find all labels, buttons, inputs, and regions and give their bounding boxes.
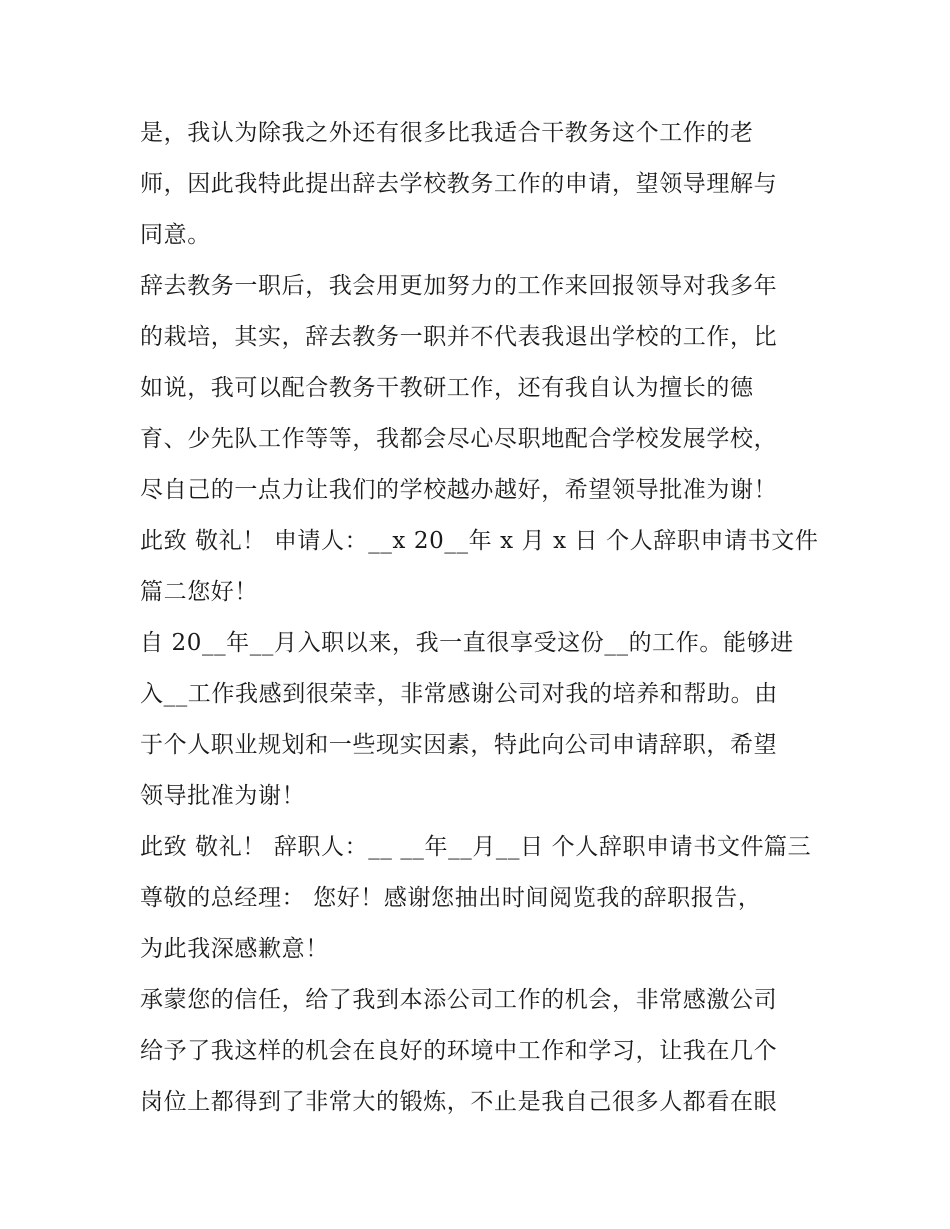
text-line: 于个人职业规划和一些现实因素，特此向公司申请辞职，希望 [140,732,778,758]
text-line: 给予了我这样的机会在良好的环境中工作和学习，让我在几个 [140,1038,778,1064]
text-line: 如说，我可以配合教务干教研工作，还有我自认为擅长的德 [140,375,754,401]
text-line: 此致 敬礼！ 申请人：__x 20__年 x 月 x 日 个人辞职申请书文件 [140,528,819,554]
text-line: 岗位上都得到了非常大的锻炼，不止是我自己很多人都看在眼 [140,1089,778,1115]
text-line: 同意。 [140,222,211,248]
text-line: 自 20__年__月入职以来，我一直很享受这份__的工作。能够进 [140,630,794,656]
text-line: 为此我深感歉意！ [140,936,329,962]
document-body [140,108,820,1128]
text-line: 的栽培，其实，辞去教务一职并不代表我退出学校的工作，比 [140,324,778,350]
text-line: 尽自己的一点力让我们的学校越办越好，希望领导批准为谢！ [140,477,778,503]
text-line: 领导批准为谢！ [140,783,306,809]
text-line: 育、少先队工作等等，我都会尽心尽职地配合学校发展学校， [140,426,778,452]
text-line: 此致 敬礼！ 辞职人：__ __年__月__日 个人辞职申请书文件篇三 [140,834,812,860]
text-line: 篇二您好！ [140,579,258,605]
text-line: 承蒙您的信任，给了我到本添公司工作的机会，非常感激公司 [140,987,778,1013]
text-line: 尊敬的总经理： 您好！感谢您抽出时间阅览我的辞职报告， [140,885,762,911]
text-line: 辞去教务一职后，我会用更加努力的工作来回报领导对我多年 [140,273,778,299]
text-line: 师，因此我特此提出辞去学校教务工作的申请，望领导理解与 [140,171,778,197]
text-line: 是，我认为除我之外还有很多比我适合干教务这个工作的老 [140,120,754,146]
text-line: 入__工作我感到很荣幸，非常感谢公司对我的培养和帮助。由 [140,681,778,707]
